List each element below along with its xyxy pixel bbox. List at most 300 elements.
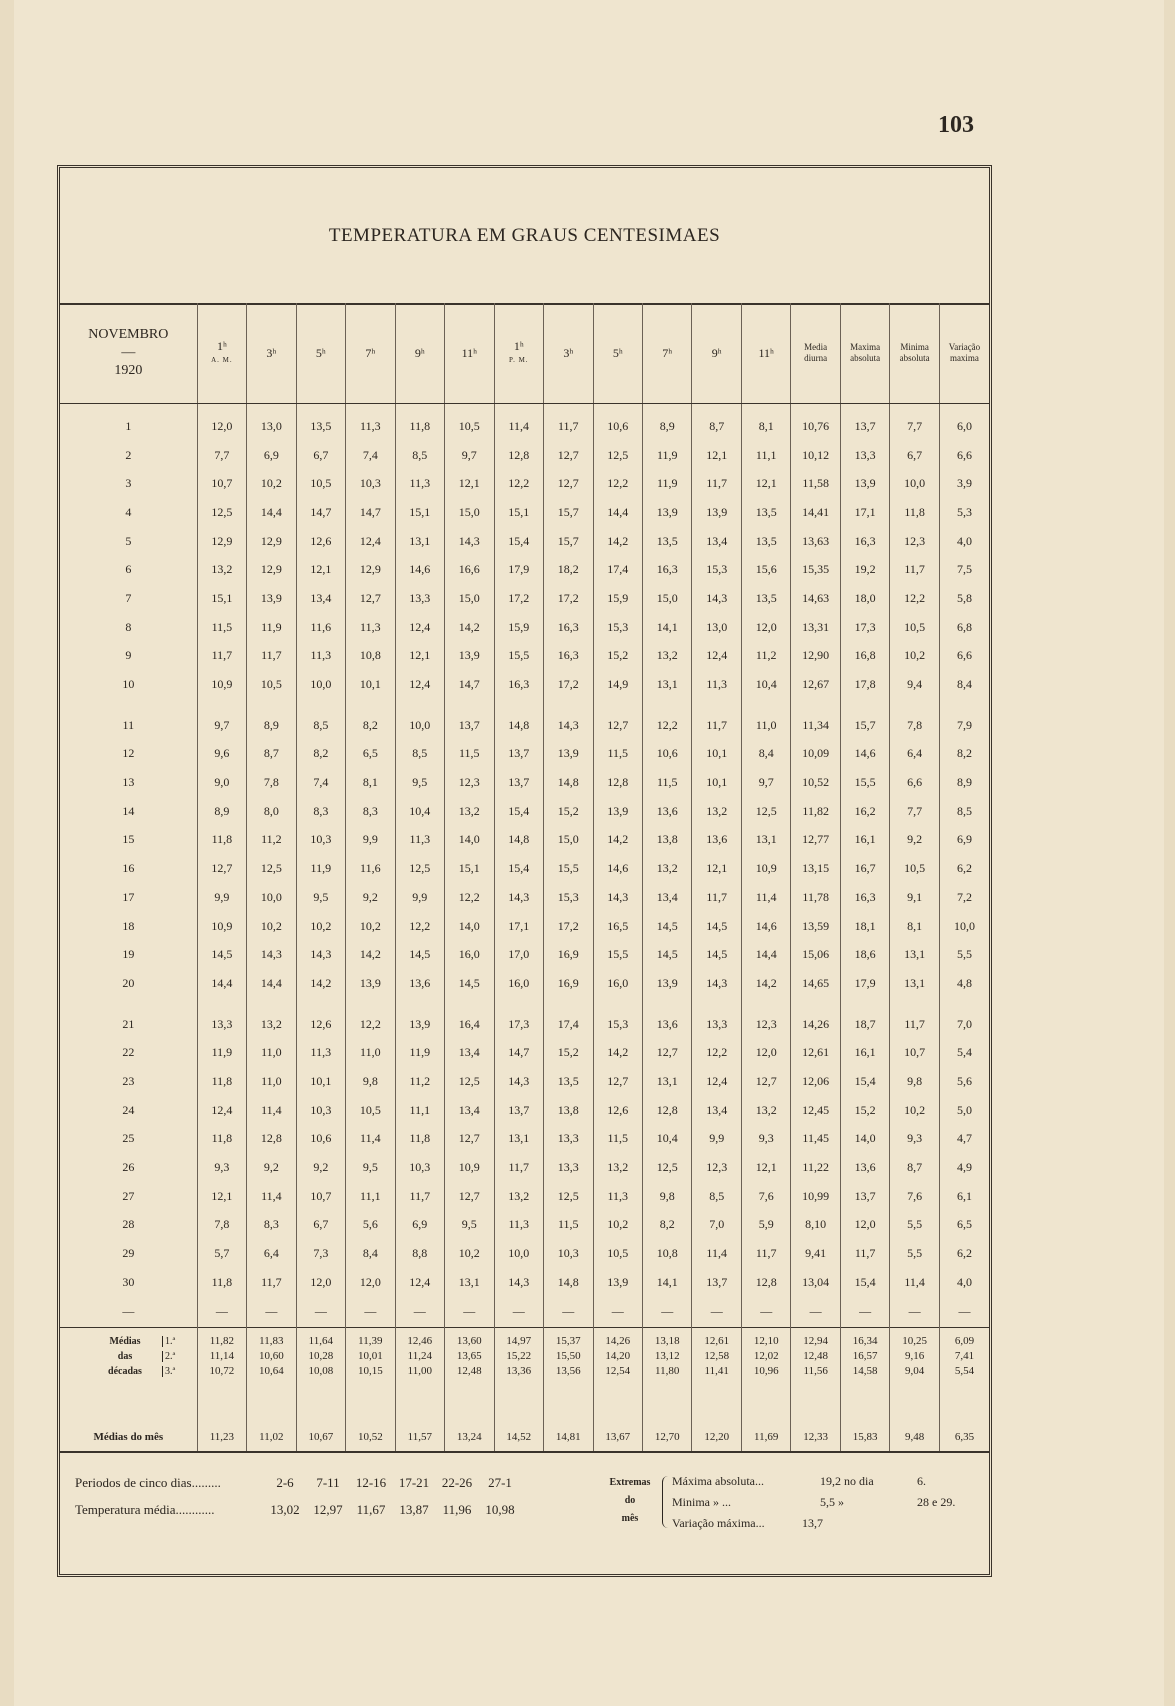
value-cell: 11,9 [395, 1038, 444, 1067]
value-cell: 9,41 [791, 1239, 840, 1268]
value-cell: 12,6 [296, 527, 345, 556]
decade-label-cell [60, 1327, 197, 1349]
value-cell: 11,5 [445, 740, 494, 769]
month-dash: — [121, 345, 136, 360]
month-mean-value: 9,48 [890, 1379, 939, 1452]
value-cell: 15,5 [593, 940, 642, 969]
value-cell: 13,2 [642, 854, 691, 883]
value-cell: 14,4 [593, 498, 642, 527]
value-cell: 13,6 [642, 998, 691, 1039]
value-cell: 10,3 [346, 469, 395, 498]
value-cell: 12,2 [642, 699, 691, 740]
value-cell: 13,0 [692, 613, 741, 642]
value-cell: 10,8 [642, 1239, 691, 1268]
value-cell: 12,5 [197, 498, 246, 527]
value-cell: 11,8 [395, 1125, 444, 1154]
value-cell: 15,3 [593, 613, 642, 642]
value-cell: 11,7 [692, 699, 741, 740]
value-cell: 13,9 [692, 498, 741, 527]
decade-value: 11,83 [247, 1327, 296, 1349]
dash-cell: — [247, 1297, 296, 1328]
value-cell: 12,5 [741, 797, 790, 826]
stat-header-line: maxima [949, 353, 979, 363]
value-cell: 8,1 [890, 912, 939, 941]
value-cell: 13,9 [346, 969, 395, 998]
day-cell: 5 [125, 533, 132, 548]
day-cell: 18 [122, 918, 135, 933]
value-cell: 14,5 [197, 940, 246, 969]
value-cell: 16,3 [544, 613, 593, 642]
table-row [60, 1239, 989, 1268]
decade-value: 12,54 [593, 1364, 642, 1379]
day-cell: 12 [122, 746, 135, 761]
dash-row [60, 1297, 989, 1328]
value-cell: 15,3 [544, 883, 593, 912]
stat-header-line: absoluta [899, 353, 930, 363]
value-cell: 13,59 [791, 912, 840, 941]
value-cell: 8,0 [247, 797, 296, 826]
value-cell: 15,4 [494, 797, 543, 826]
value-cell: 5,9 [741, 1211, 790, 1240]
value-cell: 15,5 [840, 768, 889, 797]
value-cell: 13,7 [692, 1268, 741, 1297]
value-cell: 7,4 [296, 768, 345, 797]
value-cell: 10,0 [296, 670, 345, 699]
table-frame [57, 165, 992, 1577]
value-cell: 14,3 [494, 1067, 543, 1096]
value-cell: 18,2 [544, 555, 593, 584]
decade-row [60, 1349, 989, 1364]
value-cell: 15,1 [445, 854, 494, 883]
value-cell: 14,8 [544, 1268, 593, 1297]
value-cell: 13,5 [741, 498, 790, 527]
decade-value: 7,41 [939, 1349, 989, 1364]
decade-value: 12,94 [791, 1327, 840, 1349]
value-cell: 13,04 [791, 1268, 840, 1297]
value-cell: 13,2 [494, 1182, 543, 1211]
value-cell: 11,58 [791, 469, 840, 498]
value-cell: 13,7 [494, 1096, 543, 1125]
value-cell: 13,3 [692, 998, 741, 1039]
value-cell: 10,2 [890, 1096, 939, 1125]
value-cell: 13,3 [395, 584, 444, 613]
value-cell: 7,5 [939, 555, 989, 584]
value-cell: 11,3 [296, 1038, 345, 1067]
value-cell: 14,0 [445, 826, 494, 855]
month-header [60, 303, 197, 404]
value-cell: 9,9 [395, 883, 444, 912]
value-cell: 12,77 [791, 826, 840, 855]
value-cell: 10,5 [247, 670, 296, 699]
value-cell: 11,9 [197, 1038, 246, 1067]
value-cell: 15,1 [197, 584, 246, 613]
value-cell: 13,0 [247, 404, 296, 441]
value-cell: 10,12 [791, 441, 840, 470]
value-cell: 17,3 [494, 998, 543, 1039]
footer [60, 1454, 989, 1574]
value-cell: 18,7 [840, 998, 889, 1039]
value-cell: 12,5 [395, 854, 444, 883]
value-cell: 8,2 [346, 699, 395, 740]
value-cell: 13,9 [593, 797, 642, 826]
value-cell: 15,0 [642, 584, 691, 613]
decade-value: 15,22 [494, 1349, 543, 1364]
value-cell: 12,1 [692, 854, 741, 883]
value-cell: 13,2 [445, 797, 494, 826]
day-cell: 25 [122, 1131, 135, 1146]
hour-header [642, 303, 691, 404]
value-cell: 12,7 [346, 584, 395, 613]
hour-label: 5ʰ [315, 346, 326, 360]
day-cell: 6 [125, 562, 132, 577]
value-cell: 8,5 [939, 797, 989, 826]
value-cell: 13,3 [544, 1125, 593, 1154]
value-cell: 17,4 [544, 998, 593, 1039]
hour-label: 5ʰ [612, 346, 623, 360]
table-row [60, 969, 989, 998]
value-cell: 17,2 [544, 912, 593, 941]
value-cell: 12,7 [544, 469, 593, 498]
table-row [60, 1268, 989, 1297]
value-cell: 10,7 [890, 1038, 939, 1067]
decade-value: 11,14 [197, 1349, 246, 1364]
value-cell: 11,9 [642, 469, 691, 498]
value-cell: 14,2 [296, 969, 345, 998]
value-cell: 13,2 [741, 1096, 790, 1125]
periods-label: Periodos de cinco dias......... [75, 1475, 221, 1490]
value-cell: 12,7 [593, 699, 642, 740]
value-cell: 14,26 [791, 998, 840, 1039]
value-cell: 11,0 [346, 1038, 395, 1067]
value-cell: 12,3 [692, 1153, 741, 1182]
decade-value: 12,10 [741, 1327, 790, 1349]
value-cell: 10,09 [791, 740, 840, 769]
month-mean-value: 12,20 [692, 1379, 741, 1452]
value-cell: 11,1 [346, 1182, 395, 1211]
value-cell: 10,9 [197, 670, 246, 699]
value-cell: 10,3 [296, 826, 345, 855]
value-cell: 13,3 [544, 1153, 593, 1182]
value-cell: 14,4 [741, 940, 790, 969]
mean-temp-label: Temperatura média............ [75, 1502, 215, 1517]
value-cell: 13,1 [890, 969, 939, 998]
value-cell: 15,7 [544, 527, 593, 556]
value-cell: 17,2 [544, 670, 593, 699]
decade-value: 12,48 [791, 1349, 840, 1364]
value-cell: 10,2 [890, 642, 939, 671]
var-label: Variação máxima... [672, 1516, 765, 1530]
min-day: 28 e 29. [917, 1495, 956, 1509]
value-cell: 12,67 [791, 670, 840, 699]
value-cell: 11,2 [395, 1067, 444, 1096]
decade-value: 11,64 [296, 1327, 345, 1349]
value-cell: 6,7 [296, 441, 345, 470]
value-cell: 12,0 [840, 1211, 889, 1240]
value-cell: 15,2 [544, 1038, 593, 1067]
value-cell: 10,2 [346, 912, 395, 941]
value-cell: 14,2 [593, 1038, 642, 1067]
hour-period: P. M. [508, 356, 529, 364]
value-cell: 8,9 [939, 768, 989, 797]
value-cell: 14,1 [642, 613, 691, 642]
value-cell: 11,5 [593, 1125, 642, 1154]
day-cell: 19 [122, 947, 135, 962]
value-cell: 7,4 [346, 441, 395, 470]
value-cell: 12,7 [197, 854, 246, 883]
value-cell: 12,8 [741, 1268, 790, 1297]
hour-header [346, 303, 395, 404]
stat-header-line: Maxima [850, 342, 881, 352]
value-cell: 17,3 [840, 613, 889, 642]
value-cell: 8,7 [247, 740, 296, 769]
decade-value: 13,12 [642, 1349, 691, 1364]
value-cell: 15,3 [593, 998, 642, 1039]
value-cell: 8,7 [890, 1153, 939, 1182]
value-cell: 5,3 [939, 498, 989, 527]
value-cell: 11,3 [692, 670, 741, 699]
value-cell: 7,8 [890, 699, 939, 740]
month-mean-value: 6,35 [939, 1379, 989, 1452]
value-cell: 14,7 [445, 670, 494, 699]
value-cell: 15,5 [494, 642, 543, 671]
value-cell: 16,1 [840, 826, 889, 855]
value-cell: 10,3 [544, 1239, 593, 1268]
value-cell: 12,7 [445, 1125, 494, 1154]
day-cell: 8 [125, 619, 132, 634]
period-range: 22-26 [441, 1475, 473, 1490]
value-cell: 11,4 [890, 1268, 939, 1297]
extremes-brace [662, 1476, 669, 1528]
table-row [60, 404, 989, 441]
decade-value: 14,26 [593, 1327, 642, 1349]
value-cell: 16,0 [494, 969, 543, 998]
decade-ordinal: 3.ª [162, 1366, 175, 1377]
value-cell: 14,3 [247, 940, 296, 969]
value-cell: 10,0 [494, 1239, 543, 1268]
value-cell: 13,5 [741, 527, 790, 556]
value-cell: 6,9 [939, 826, 989, 855]
value-cell: 3,9 [939, 469, 989, 498]
value-cell: 7,7 [890, 404, 939, 441]
value-cell: 13,9 [445, 642, 494, 671]
value-cell: 11,7 [247, 1268, 296, 1297]
value-cell: 14,0 [840, 1125, 889, 1154]
value-cell: 12,61 [791, 1038, 840, 1067]
value-cell: 9,1 [890, 883, 939, 912]
month-mean-value: 13,24 [445, 1379, 494, 1452]
value-cell: 9,2 [247, 1153, 296, 1182]
value-cell: 13,9 [395, 998, 444, 1039]
dash-cell: — [741, 1297, 790, 1328]
month-mean-value: 15,83 [840, 1379, 889, 1452]
table-row [60, 555, 989, 584]
value-cell: 8,9 [197, 797, 246, 826]
value-cell: 7,8 [247, 768, 296, 797]
day-cell: 21 [122, 1016, 135, 1031]
decade-value: 11,41 [692, 1364, 741, 1379]
value-cell: 13,9 [642, 498, 691, 527]
value-cell: 13,2 [593, 1153, 642, 1182]
month-mean-value: 11,69 [741, 1379, 790, 1452]
value-cell: 12,9 [247, 555, 296, 584]
value-cell: 9,9 [346, 826, 395, 855]
value-cell: 9,5 [395, 768, 444, 797]
value-cell: 12,2 [593, 469, 642, 498]
value-cell: 14,3 [296, 940, 345, 969]
day-cell: 7 [125, 590, 132, 605]
value-cell: 9,7 [445, 441, 494, 470]
table-row [60, 1038, 989, 1067]
value-cell: 12,3 [741, 998, 790, 1039]
value-cell: 12,3 [890, 527, 939, 556]
decade-group-label: Médias [109, 1336, 141, 1348]
value-cell: 17,1 [494, 912, 543, 941]
value-cell: 12,1 [445, 469, 494, 498]
day-cell: 1 [125, 418, 132, 433]
value-cell: 12,5 [445, 1067, 494, 1096]
decade-value: 11,39 [346, 1327, 395, 1349]
value-cell: 9,2 [346, 883, 395, 912]
value-cell: 16,8 [840, 642, 889, 671]
value-cell: 11,5 [197, 613, 246, 642]
dash-cell: — [494, 1297, 543, 1328]
value-cell: 6,6 [890, 768, 939, 797]
value-cell: 6,6 [939, 441, 989, 470]
value-cell: 11,7 [494, 1153, 543, 1182]
value-cell: 14,4 [247, 498, 296, 527]
value-cell: 10,9 [445, 1153, 494, 1182]
value-cell: 11,4 [247, 1182, 296, 1211]
decade-value: 10,96 [741, 1364, 790, 1379]
decade-value: 13,18 [642, 1327, 691, 1349]
value-cell: 9,6 [197, 740, 246, 769]
value-cell: 10,2 [593, 1211, 642, 1240]
value-cell: 13,4 [445, 1096, 494, 1125]
value-cell: 11,22 [791, 1153, 840, 1182]
value-cell: 10,1 [296, 1067, 345, 1096]
table-row [60, 998, 989, 1039]
value-cell: 12,06 [791, 1067, 840, 1096]
value-cell: 8,3 [296, 797, 345, 826]
table-row [60, 768, 989, 797]
value-cell: 15,4 [840, 1268, 889, 1297]
hour-label: 1ʰ P. M. [495, 339, 543, 367]
value-cell: 11,1 [395, 1096, 444, 1125]
value-cell: 8,4 [939, 670, 989, 699]
day-cell: 13 [122, 775, 135, 790]
value-cell: 7,6 [890, 1182, 939, 1211]
value-cell: 15,9 [494, 613, 543, 642]
decade-value: 12,58 [692, 1349, 741, 1364]
value-cell: 17,2 [494, 584, 543, 613]
day-cell: 15 [122, 832, 135, 847]
value-cell: 13,8 [544, 1096, 593, 1125]
hour-header [296, 303, 345, 404]
value-cell: 6,4 [247, 1239, 296, 1268]
day-cell: 29 [122, 1246, 135, 1261]
decade-group-label: décadas [108, 1366, 142, 1378]
value-cell: 13,9 [840, 469, 889, 498]
decade-value: 9,04 [890, 1364, 939, 1379]
value-cell: 11,7 [840, 1239, 889, 1268]
value-cell: 13,2 [692, 797, 741, 826]
value-cell: 8,4 [741, 740, 790, 769]
value-cell: 15,0 [445, 584, 494, 613]
value-cell: 4,9 [939, 1153, 989, 1182]
value-cell: 14,2 [741, 969, 790, 998]
table-row [60, 740, 989, 769]
value-cell: 15,6 [741, 555, 790, 584]
value-cell: 13,7 [840, 1182, 889, 1211]
value-cell: 15,4 [840, 1067, 889, 1096]
value-cell: 11,9 [642, 441, 691, 470]
value-cell: 14,2 [445, 613, 494, 642]
value-cell: 9,9 [197, 883, 246, 912]
value-cell: 12,7 [642, 1038, 691, 1067]
value-cell: 10,2 [296, 912, 345, 941]
value-cell: 10,0 [939, 912, 989, 941]
period-mean-temp: 13,02 [270, 1502, 300, 1517]
table-row [60, 469, 989, 498]
decade-value: 10,60 [247, 1349, 296, 1364]
decade-value: 12,46 [395, 1327, 444, 1349]
table-row [60, 1125, 989, 1154]
value-cell: 10,6 [593, 404, 642, 441]
value-cell: 10,9 [197, 912, 246, 941]
decade-value: 10,08 [296, 1364, 345, 1379]
value-cell: 7,0 [692, 1211, 741, 1240]
stat-header [791, 303, 840, 404]
value-cell: 11,7 [544, 404, 593, 441]
hour-label: 7ʰ [365, 346, 376, 360]
value-cell: 15,1 [395, 498, 444, 527]
value-cell: 13,1 [642, 1067, 691, 1096]
min-value: 5,5 » [820, 1495, 844, 1509]
value-cell: 14,3 [494, 883, 543, 912]
value-cell: 9,5 [445, 1211, 494, 1240]
value-cell: 12,7 [741, 1067, 790, 1096]
dash-cell: — [395, 1297, 444, 1328]
value-cell: 11,7 [395, 1182, 444, 1211]
value-cell: 11,82 [791, 797, 840, 826]
value-cell: 14,5 [692, 912, 741, 941]
value-cell: 16,2 [840, 797, 889, 826]
value-cell: 12,9 [197, 527, 246, 556]
value-cell: 10,1 [692, 768, 741, 797]
value-cell: 11,7 [692, 469, 741, 498]
month-mean-label: Médias do mês [93, 1430, 164, 1443]
value-cell: 10,2 [445, 1239, 494, 1268]
value-cell: 17,9 [494, 555, 543, 584]
value-cell: 11,45 [791, 1125, 840, 1154]
value-cell: 8,3 [247, 1211, 296, 1240]
value-cell: 11,3 [346, 613, 395, 642]
table-row [60, 797, 989, 826]
table-row [60, 699, 989, 740]
value-cell: 14,3 [544, 699, 593, 740]
value-cell: 6,8 [939, 613, 989, 642]
value-cell: 6,5 [939, 1211, 989, 1240]
value-cell: 5,6 [346, 1211, 395, 1240]
value-cell: 6,7 [890, 441, 939, 470]
value-cell: 10,76 [791, 404, 840, 441]
value-cell: 6,6 [939, 642, 989, 671]
table-row [60, 498, 989, 527]
dash-cell: — [890, 1297, 939, 1328]
value-cell: 13,5 [741, 584, 790, 613]
value-cell: 8,8 [395, 1239, 444, 1268]
value-cell: 11,34 [791, 699, 840, 740]
